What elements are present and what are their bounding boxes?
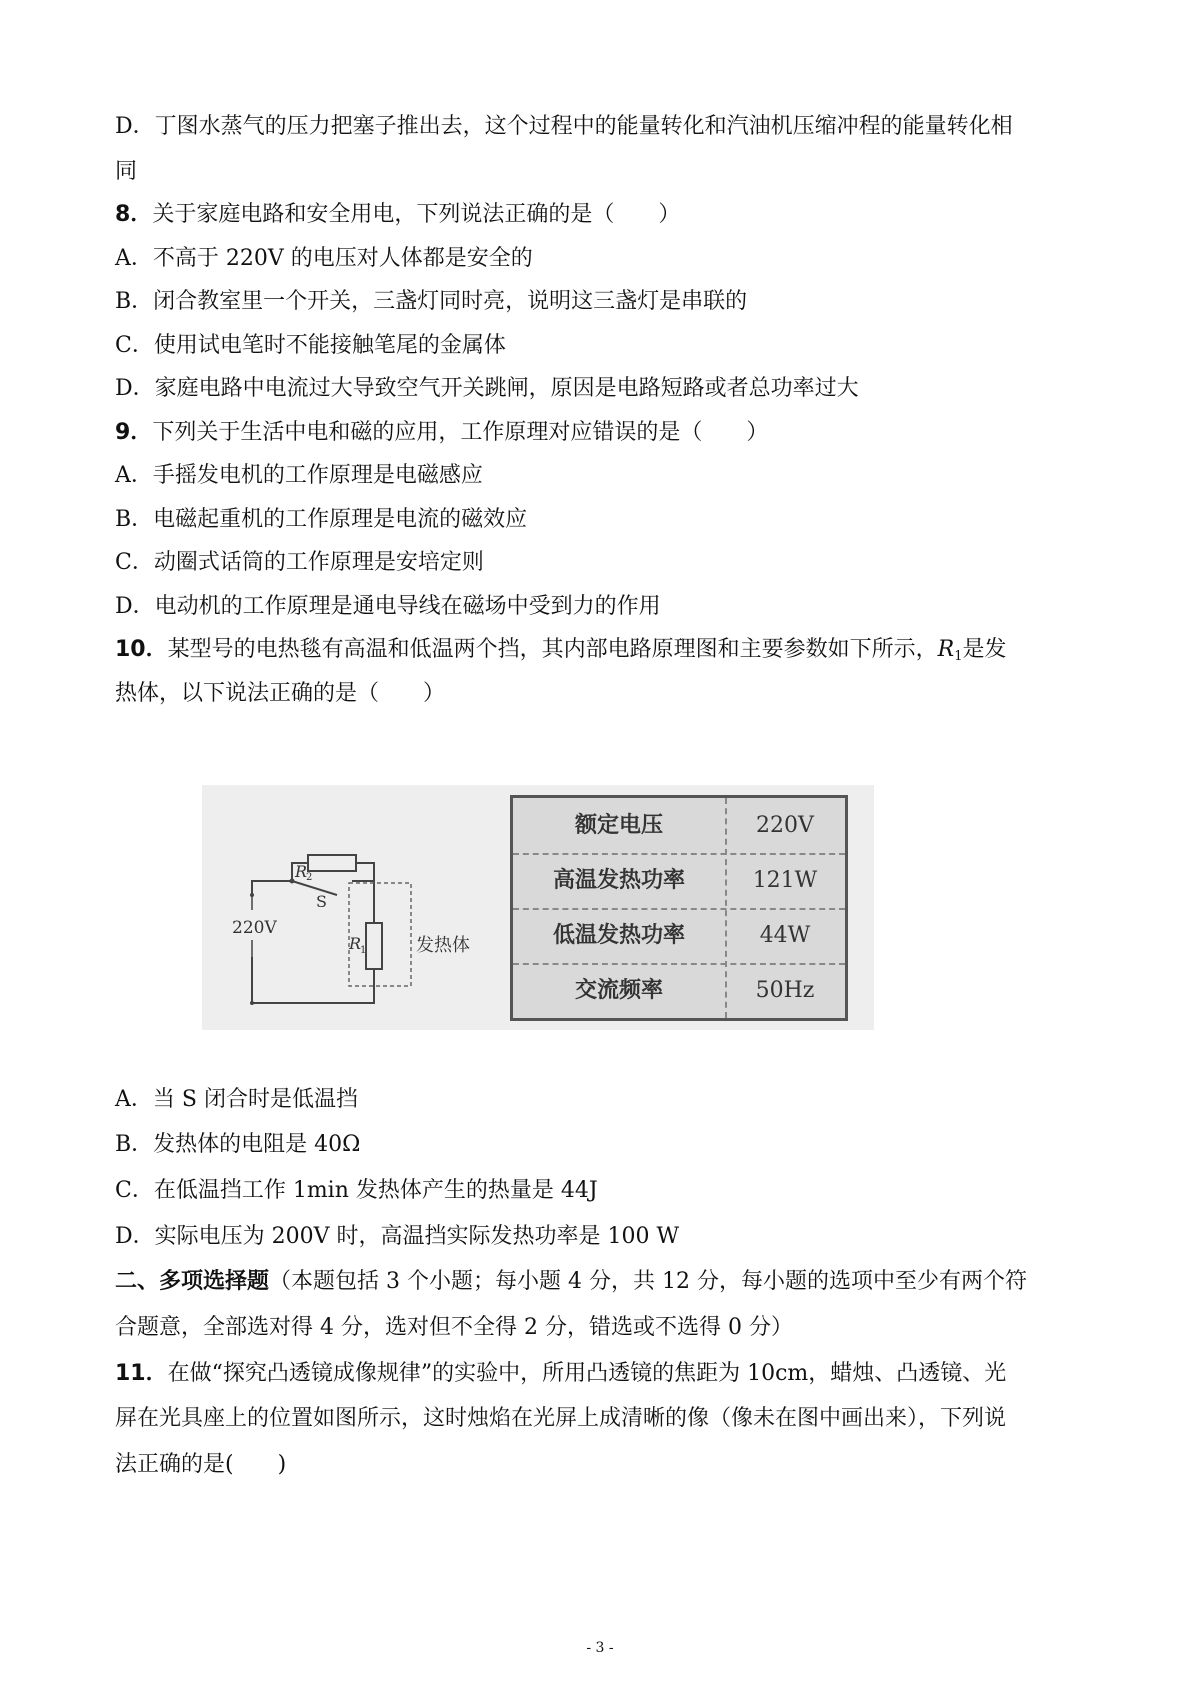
param-value: 50Hz bbox=[755, 978, 815, 1003]
q7-option-d: D．丁图水蒸气的压力把塞子推出去，这个过程中的能量转化和汽油机压缩冲程的能量转化相 bbox=[115, 114, 1013, 139]
q8-option-d: D．家庭电路中电流过大导致空气开关跳闸，原因是电路短路或者总功率过大 bbox=[115, 376, 859, 401]
q11-stem: 11．在做“探究凸透镜成像规律”的实验中，所用凸透镜的焦距为 10cm，蜡烛、凸透镜、光 bbox=[115, 1361, 1007, 1386]
page-number: - 3 - bbox=[586, 1640, 614, 1656]
wire-left-top bbox=[252, 881, 292, 895]
terminal-bottom bbox=[250, 1001, 254, 1005]
voltage-label: 220V bbox=[232, 918, 277, 938]
param-label: 低温发热功率 bbox=[552, 923, 685, 948]
param-value: 44W bbox=[759, 923, 811, 948]
q9-option-d: D．电动机的工作原理是通电导线在磁场中受到力的作用 bbox=[115, 594, 661, 619]
param-value: 121W bbox=[752, 868, 818, 893]
q10-option-b: B．发热体的电阻是 40Ω bbox=[115, 1132, 361, 1157]
q10-option-d: D．实际电压为 200V 时，高温挡实际发热功率是 100 W bbox=[115, 1224, 680, 1249]
param-label: 交流频率 bbox=[574, 978, 663, 1003]
heater-circuit-figure bbox=[202, 785, 874, 1030]
q11-stem-cont2: 法正确的是( ) bbox=[115, 1452, 287, 1477]
wire-r2-right bbox=[356, 863, 374, 881]
wire-right-down bbox=[352, 881, 374, 923]
resistor-r2 bbox=[308, 855, 356, 871]
terminal-top bbox=[250, 893, 254, 897]
resistor-r1 bbox=[366, 923, 382, 969]
section-2-heading: 二、多项选择题（本题包括 3 个小题；每小题 4 分，共 12 分，每小题的选项中至少有两个符 bbox=[115, 1269, 1027, 1294]
param-row-high-power bbox=[513, 853, 845, 908]
q9-option-c: C．动圈式话筒的工作原理是安培定则 bbox=[115, 550, 484, 575]
param-row-rated-voltage bbox=[513, 798, 845, 853]
r2-sub-label: 2 bbox=[306, 872, 313, 883]
switch-pivot bbox=[290, 879, 295, 884]
parameter-table bbox=[510, 795, 848, 1021]
q10-stem: 10．某型号的电热毯有高温和低温两个挡，其内部电路原理图和主要参数如下所示，$R_1$是发 bbox=[115, 637, 1007, 664]
q8-option-a: A．不高于 220V 的电压对人体都是安全的 bbox=[115, 246, 533, 271]
switch-label: S bbox=[316, 892, 327, 911]
q9-option-b: B．电磁起重机的工作原理是电流的磁效应 bbox=[115, 507, 528, 532]
q8-option-b: B．闭合教室里一个开关，三盏灯同时亮，说明这三盏灯是串联的 bbox=[115, 289, 748, 314]
wire-bottom bbox=[252, 957, 374, 1003]
r2-label: R bbox=[295, 862, 308, 881]
param-label: 高温发热功率 bbox=[552, 868, 685, 893]
param-row-frequency bbox=[513, 963, 845, 1018]
heater-label: 发热体 bbox=[416, 935, 470, 956]
param-row-low-power bbox=[513, 908, 845, 963]
q9-stem: 9．下列关于生活中电和磁的应用，工作原理对应错误的是（ ） bbox=[115, 420, 769, 445]
section-2-desc-cont: 合题意，全部选对得 4 分，选对但不全得 2 分，错选或不选得 0 分） bbox=[115, 1315, 793, 1340]
r1-sub-label: 1 bbox=[360, 945, 367, 956]
q9-option-a: A．手摇发电机的工作原理是电磁感应 bbox=[115, 463, 483, 488]
q7-option-d-cont: 同 bbox=[115, 159, 138, 184]
param-value: 220V bbox=[756, 813, 814, 838]
q10-option-c: C．在低温挡工作 1min 发热体产生的热量是 44J bbox=[115, 1178, 598, 1203]
q10-option-a: A．当 S 闭合时是低温挡 bbox=[115, 1087, 358, 1112]
q11-stem-cont: 屏在光具座上的位置如图所示，这时烛焰在光屏上成清晰的像（像未在图中画出来），下列说 bbox=[115, 1406, 1007, 1431]
q10-stem-cont: 热体，以下说法正确的是（ ） bbox=[115, 681, 446, 706]
q8-stem: 8．关于家庭电路和安全用电，下列说法正确的是（ ） bbox=[115, 202, 681, 227]
q8-option-c: C．使用试电笔时不能接触笔尾的金属体 bbox=[115, 333, 506, 358]
r1-label: R bbox=[349, 934, 362, 953]
param-label: 额定电压 bbox=[574, 813, 663, 838]
switch-blade bbox=[292, 881, 337, 895]
circuit-diagram bbox=[202, 785, 502, 1030]
